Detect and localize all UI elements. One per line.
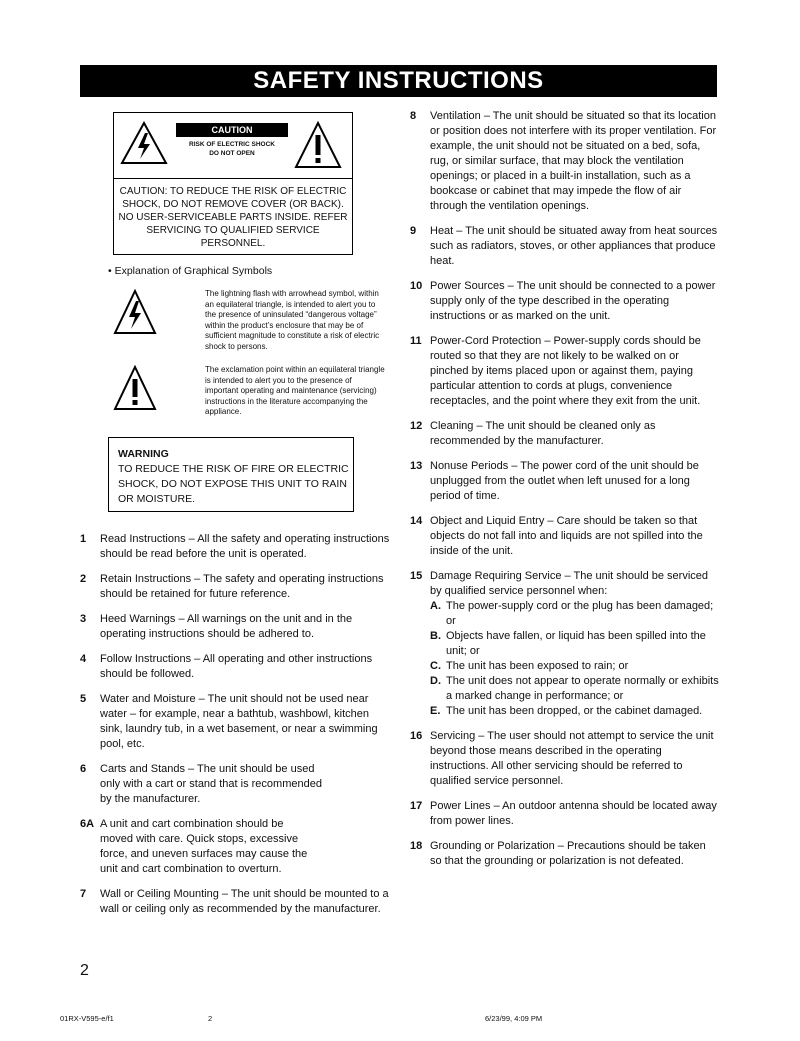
- item-number: 15: [410, 570, 423, 582]
- list-item: [410, 569, 720, 719]
- list-item: [80, 652, 392, 682]
- list-item: [410, 459, 720, 504]
- item-text: Object and Liquid Entry – Care should be taken so that objects do not fall into and liquids are not spilled into the inside of the unit.: [430, 515, 703, 557]
- symbol-description: The lightning flash with arrowhead symbol, within an equilateral triangle, is intended to alert you to the presence of uninsulated “dangerous voltage” within the product’s enclosure that may be of sufficient magnitude to constitute a risk of electric shock to persons.: [205, 289, 380, 351]
- sub-item-letter: A.: [430, 600, 441, 612]
- list-item: [410, 109, 720, 214]
- item-number: 18: [410, 840, 423, 852]
- lightning-triangle-icon: [120, 121, 168, 170]
- damage-sublist: [430, 599, 720, 719]
- item-number: 9: [410, 225, 417, 237]
- item-text: Wall or Ceiling Mounting – The unit should be mounted to a wall or ceiling only as recommended by the manufacturer.: [100, 888, 389, 915]
- item-text: Grounding or Polarization – Precautions should be taken so that the grounding or polarization is not defeated.: [430, 840, 706, 867]
- item-number: 14: [410, 515, 423, 527]
- footer-file-id: 01RX-V595-e/f1: [60, 1014, 114, 1023]
- list-item: [80, 532, 392, 562]
- item-text: Carts and Stands – The unit should be used only with a cart or stand that is recommended by the manufacturer.: [100, 763, 322, 805]
- item-text: Damage Requiring Service – The unit should be serviced by qualified service personnel when:: [430, 570, 709, 597]
- item-number: 16: [410, 730, 423, 742]
- item-text: Read Instructions – All the safety and operating instructions should be read before the unit is operated.: [100, 533, 390, 560]
- item-number: 4: [80, 653, 87, 665]
- list-item: [410, 729, 720, 789]
- caution-text: CAUTION: TO REDUCE THE RISK OF ELECTRIC SHOCK, DO NOT REMOVE COVER (OR BACK). NO USER-SERVICEABLE PARTS INSIDE. REFER SERVICING TO QUALIFIED SERVICE PERSONNEL.: [118, 186, 348, 249]
- list-item: [410, 514, 720, 559]
- item-text: Nonuse Periods – The power cord of the unit should be unplugged from the outlet when left unused for a long period of time.: [430, 460, 699, 502]
- list-item: [80, 887, 392, 917]
- sub-item-letter: E.: [430, 705, 441, 717]
- sub-list-item: [430, 629, 720, 659]
- item-number: 17: [410, 800, 423, 812]
- sub-item-text: The unit does not appear to operate normally or exhibits a marked change in performance; or: [446, 675, 719, 702]
- lightning-triangle-icon: [113, 289, 157, 340]
- explanation-heading: • Explanation of Graphical Symbols: [108, 265, 273, 277]
- item-text: Water and Moisture – The unit should not be used near water – for example, near a bathtub, washbowl, kitchen sink, laundry tub, in a wet basement, or near a swimming pool, etc.: [100, 693, 378, 750]
- list-item: [410, 839, 720, 869]
- item-number: 11: [410, 335, 422, 347]
- list-item: [410, 334, 720, 409]
- warning-title: WARNING: [118, 448, 169, 460]
- item-number: 6: [80, 763, 87, 775]
- item-number: 12: [410, 420, 423, 432]
- list-item: [80, 817, 392, 877]
- sub-list-item: [430, 599, 720, 629]
- item-number: 5: [80, 693, 87, 705]
- list-item: [410, 279, 720, 324]
- sub-item-text: Objects have fallen, or liquid has been spilled into the unit; or: [446, 630, 706, 657]
- item-text: Power Lines – An outdoor antenna should be located away from power lines.: [430, 800, 717, 827]
- list-item: [80, 572, 392, 602]
- right-instruction-list: [410, 109, 720, 879]
- warning-box: [108, 437, 354, 512]
- warning-text: TO REDUCE THE RISK OF FIRE OR ELECTRIC SHOCK, DO NOT EXPOSE THIS UNIT TO RAIN OR MOISTURE.: [118, 463, 349, 505]
- item-number: 2: [80, 573, 87, 585]
- item-text: A unit and cart combination should be moved with care. Quick stops, excessive force, and uneven surfaces may cause the unit and cart combination to overturn.: [100, 818, 308, 875]
- list-item: [80, 762, 392, 807]
- caution-label-block: [176, 123, 288, 158]
- item-text: Power Sources – The unit should be connected to a power supply only of the type described in the operating instructions or as marked on the unit.: [430, 280, 716, 322]
- caution-header: [114, 113, 352, 179]
- item-number: 3: [80, 613, 87, 625]
- item-number: 13: [410, 460, 423, 472]
- item-number: 6A: [80, 818, 95, 830]
- page-title: SAFETY INSTRUCTIONS: [80, 65, 717, 97]
- list-item: [410, 799, 720, 829]
- item-number: 1: [80, 533, 87, 545]
- sub-list-item: [430, 674, 720, 704]
- item-text: Cleaning – The unit should be cleaned only as recommended by the manufacturer.: [430, 420, 656, 447]
- sub-item-text: The power-supply cord or the plug has been damaged; or: [446, 600, 714, 627]
- sub-item-text: The unit has been exposed to rain; or: [446, 660, 629, 672]
- item-number: 8: [410, 110, 417, 122]
- item-text: Ventilation – The unit should be situated so that its location or position does not interfere with its proper ventilation. For example, the unit should not be situated on a bed, sofa, rug, or similar surface, that may block the ventilation openings; or placed in a built-in installation, such as a bookcase or cabinet that may impede the flow of air through the ventilation openings.: [430, 110, 717, 212]
- item-number: 7: [80, 888, 87, 900]
- sub-list-item: [430, 659, 720, 674]
- caution-box: [113, 112, 353, 255]
- list-item: [80, 612, 392, 642]
- sub-item-text: The unit has been dropped, or the cabinet damaged.: [446, 705, 703, 717]
- sub-list-item: [430, 704, 720, 719]
- caution-label: CAUTION: [176, 123, 288, 137]
- caution-sub-line2: DO NOT OPEN: [209, 150, 255, 157]
- item-number: 10: [410, 280, 423, 292]
- caution-sub-line1: RISK OF ELECTRIC SHOCK: [189, 141, 275, 148]
- list-item: [410, 419, 720, 449]
- item-text: Retain Instructions – The safety and operating instructions should be retained for future reference.: [100, 573, 384, 600]
- exclamation-triangle-icon: [294, 121, 342, 174]
- item-text: Heat – The unit should be situated away from heat sources such as radiators, stoves, or other appliances that produce heat.: [430, 225, 718, 267]
- sub-item-letter: B.: [430, 630, 441, 642]
- list-item: [410, 224, 720, 269]
- item-text: Follow Instructions – All operating and other instructions should be followed.: [100, 653, 373, 680]
- sub-item-letter: D.: [430, 675, 441, 687]
- item-text: Power-Cord Protection – Power-supply cords should be routed so that they are not likely to be walked on or pinched by items placed upon or against them, paying particular attention to cords at plugs, convenience receptacles, and the point where they exit from the unit.: [430, 335, 701, 407]
- left-instruction-list: [80, 532, 392, 927]
- footer-page: 2: [208, 1014, 213, 1023]
- exclamation-triangle-icon: [113, 365, 157, 416]
- footer-timestamp: 6/23/99, 4:09 PM: [485, 1014, 543, 1023]
- list-item: [80, 692, 392, 752]
- symbol-description: The exclamation point within an equilateral triangle is intended to alert you to the presence of important operating and maintenance (servicing) instructions in the literature accompanying the appliance.: [205, 365, 385, 416]
- page-number: 2: [80, 962, 89, 979]
- item-text: Heed Warnings – All warnings on the unit and in the operating instructions should be adhered to.: [100, 613, 353, 640]
- sub-item-letter: C.: [430, 660, 441, 672]
- item-text: Servicing – The user should not attempt to service the unit beyond those means described in the operating instructions. All other servicing should be referred to qualified service personnel.: [430, 730, 714, 787]
